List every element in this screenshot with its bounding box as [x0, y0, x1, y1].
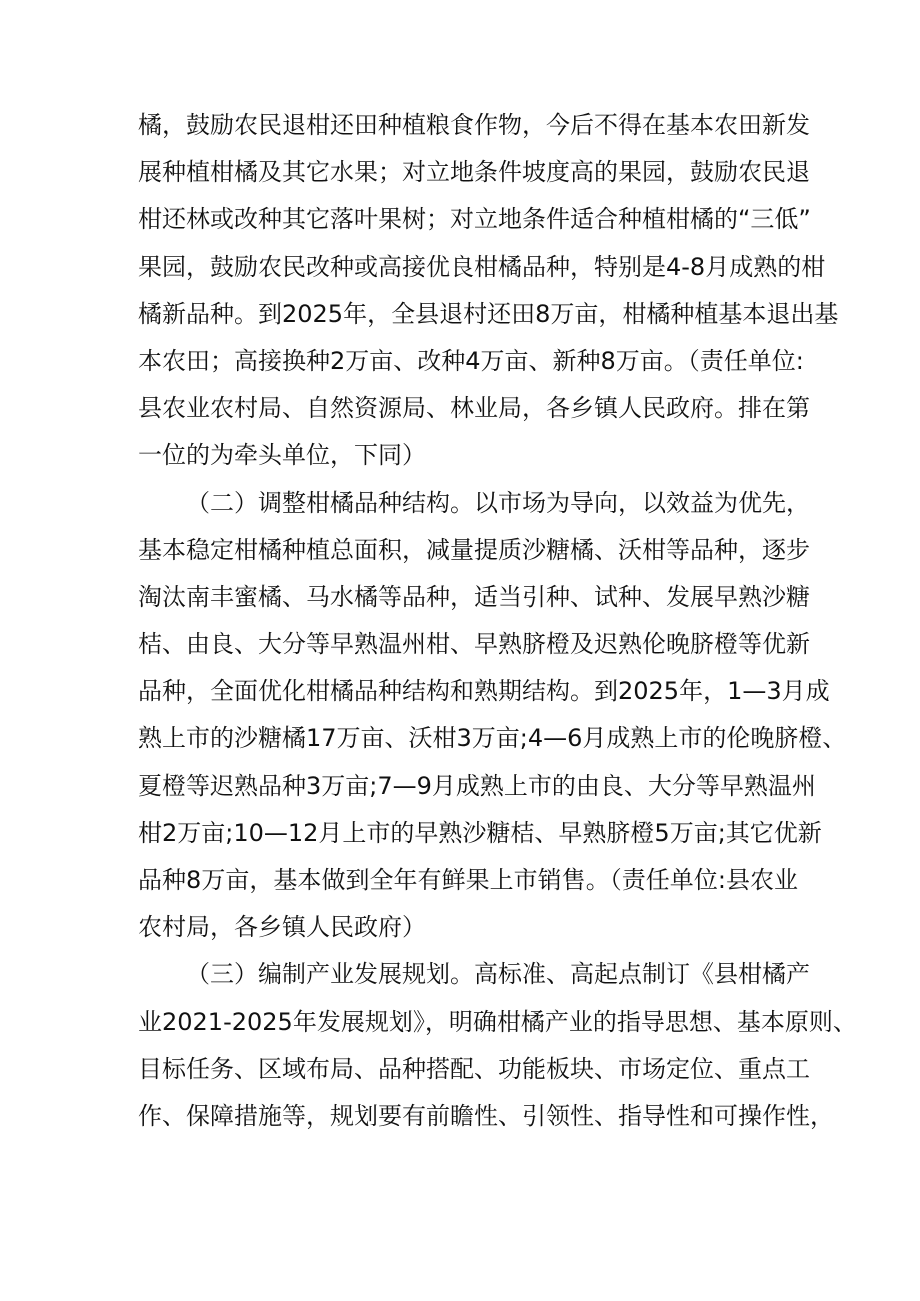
paragraph-2-line-5: 品种，全面优化柑橘品种结构和熟期结构。到2025年，1—3月成: [138, 677, 830, 706]
paragraph-2-line-3: 淘汰南丰蜜橘、马水橘等品种，适当引种、试种、发展早熟沙糖: [138, 582, 810, 611]
paragraph-1-line-1: 橘，鼓励农民退柑还田种植粮食作物，今后不得在基本农田新发: [138, 111, 810, 139]
paragraph-1-line-6: 本农田；高接换种2万亩、改种4万亩、新种8万亩。（责任单位:: [138, 346, 804, 375]
paragraph-3-line-4: 作、保障措施等，规划要有前瞻性、引领性、指导性和可操作性，: [138, 1101, 834, 1130]
paragraph-2-line-10: 农村局，各乡镇人民政府）: [138, 913, 426, 942]
paragraph-1-line-7: 县农业农村局、自然资源局、林业局，各乡镇人民政府。排在第: [138, 394, 810, 423]
paragraph-3-line-1: （三）编制产业发展规划。高标准、高起点制订《县柑橘产: [186, 960, 810, 989]
paragraph-2-line-8: 柑2万亩;10—12月上市的早熟沙糖桔、早熟脐橙5万亩;其它优新: [138, 818, 822, 847]
paragraph-1-line-8: 一位的为牵头单位，下同）: [138, 441, 426, 470]
paragraph-2-line-2: 基本稳定柑橘种植总面积，减量提质沙糖橘、沃柑等品种，逐步: [138, 535, 810, 564]
paragraph-2-line-1: （二）调整柑橘品种结构。以市场为导向，以效益为优先，: [186, 488, 810, 517]
paragraph-2-line-4: 桔、由良、大分等早熟温州柑、早熟脐橙及迟熟伦晚脐橙等优新: [138, 630, 810, 659]
paragraph-3-line-2: 业2021-2025年发展规划》，明确柑橘产业的指导思想、基本原则、: [138, 1007, 857, 1036]
paragraph-2-line-7: 夏橙等迟熟品种3万亩;7—9月成熟上市的由良、大分等早熟温州: [138, 771, 816, 800]
paragraph-1-line-2: 展种植柑橘及其它水果；对立地条件坡度高的果园，鼓励农民退: [138, 158, 810, 187]
paragraph-2-line-9: 品种8万亩，基本做到全年有鲜果上市销售。（责任单位:县农业: [138, 866, 798, 894]
paragraph-2-line-6: 熟上市的沙糖橘17万亩、沃柑3万亩;4—6月成熟上市的伦晚脐橙、: [138, 724, 847, 753]
paragraph-1-line-5: 橘新品种。到2025年，全县退村还田8万亩，柑橘种植基本退出基: [138, 299, 839, 328]
paragraph-1-line-3: 柑还林或改种其它落叶果树；对立地条件适合种植柑橘的“三低”: [138, 205, 811, 234]
paragraph-1-line-4: 果园，鼓励农民改种或高接优良柑橘品种，特别是4-8月成熟的柑: [138, 252, 826, 281]
document-body: [138, 102, 857, 1140]
paragraph-3-line-3: 目标任务、区域布局、品种搭配、功能板块、市场定位、重点工: [138, 1054, 810, 1083]
